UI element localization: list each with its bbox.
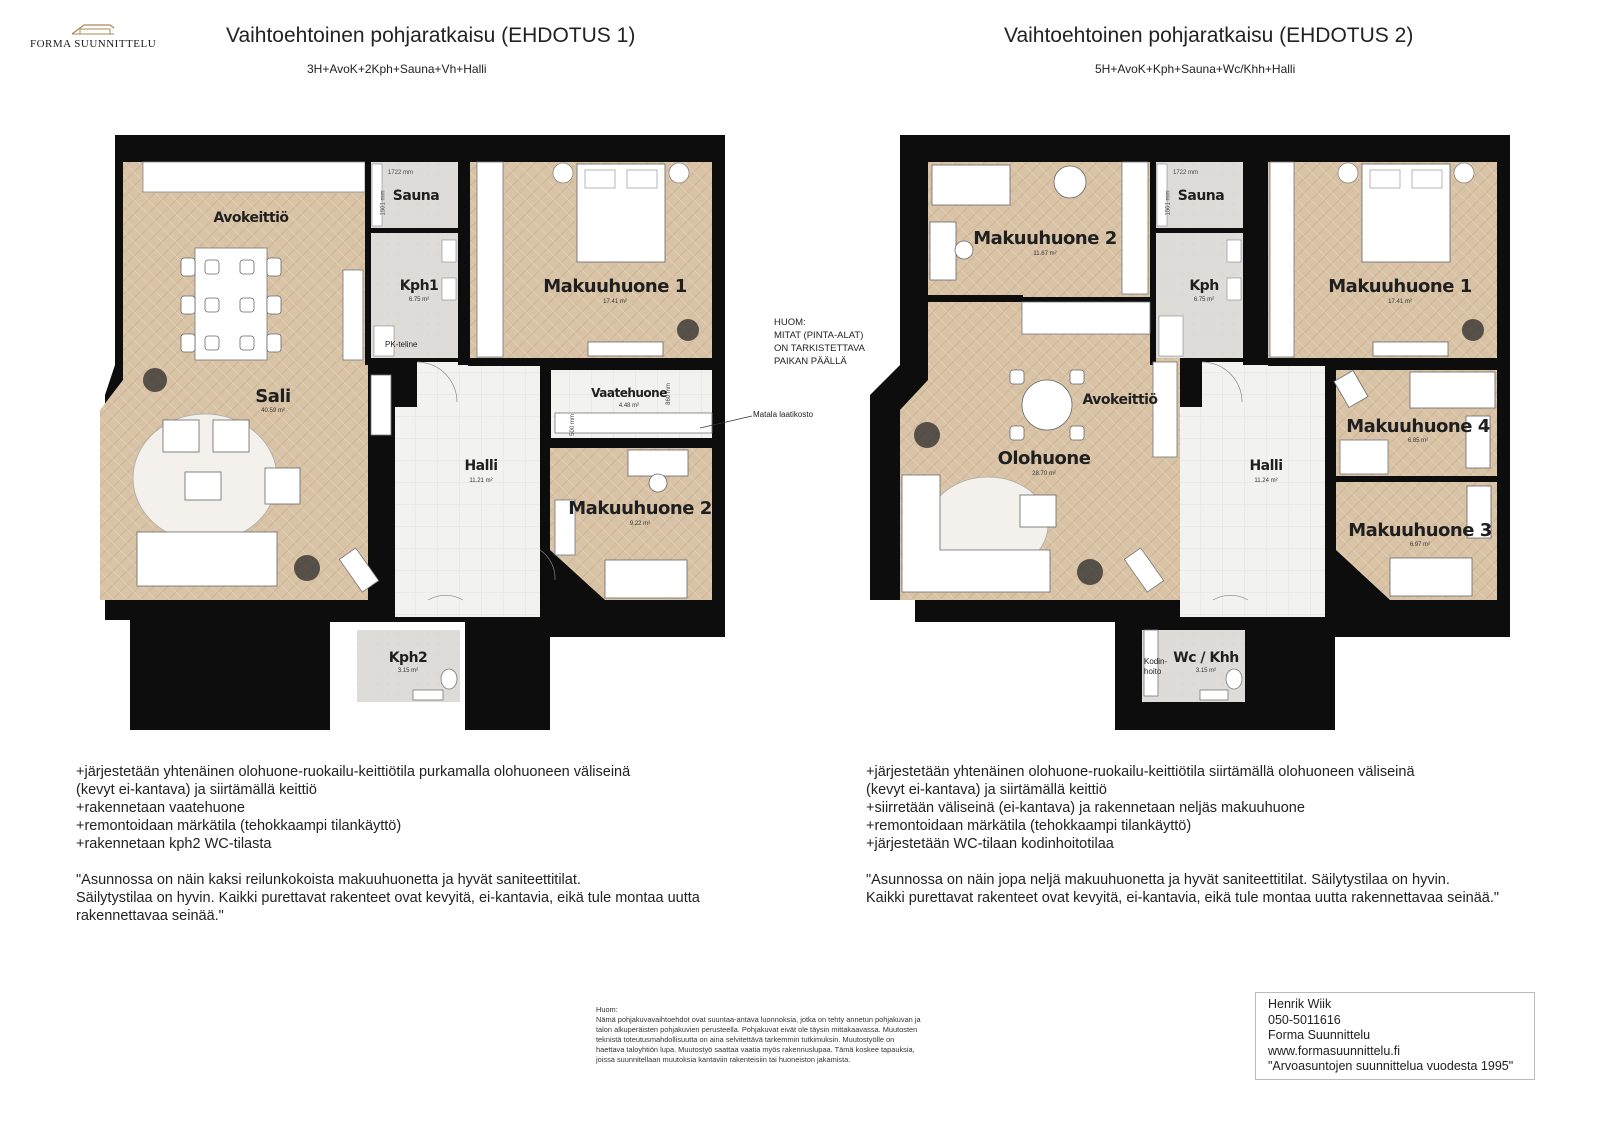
desk bbox=[628, 450, 688, 476]
single-bed bbox=[605, 560, 687, 598]
single-bed bbox=[1390, 558, 1472, 596]
desc-line: +rakennetaan kph2 WC-tilasta bbox=[76, 836, 272, 852]
room-label-halli: Halli bbox=[1249, 458, 1283, 474]
room-label-sali: Sali bbox=[255, 386, 291, 407]
plan2-description bbox=[866, 763, 1499, 907]
kph2-floor bbox=[357, 630, 460, 702]
dresser bbox=[588, 342, 663, 356]
kitchen-unit bbox=[1153, 362, 1177, 457]
room-area-sali: 40.59 m² bbox=[261, 408, 285, 414]
logo-text: FORMA SUUNNITTELU bbox=[30, 38, 157, 50]
dimension-sauna-height: 1501 mm bbox=[380, 190, 387, 216]
floor-plan-1 bbox=[85, 130, 725, 750]
note-line: ON TARKISTETTAVA bbox=[774, 343, 865, 354]
plant-icon bbox=[143, 368, 167, 392]
quote-line: rakennettavaa seinää." bbox=[76, 908, 224, 924]
plant-icon bbox=[1077, 559, 1103, 585]
single-bed bbox=[1410, 372, 1495, 408]
dimension-sauna-width: 1722 mm bbox=[388, 170, 414, 176]
single-bed bbox=[932, 165, 1010, 205]
room-area-mh2: 11.67 m² bbox=[1033, 251, 1057, 257]
room-area-mh2: 9.22 m² bbox=[629, 521, 651, 527]
room-label-olohuone: Olohuone bbox=[997, 448, 1091, 469]
disclaimer bbox=[596, 1005, 996, 1065]
contact-company: Forma Suunnittelu bbox=[1268, 1028, 1371, 1042]
room-label-vaatehuone: Vaatehuone bbox=[591, 386, 667, 400]
desc-line: (kevyt ei-kantava) ja siirtämällä keittiö bbox=[76, 782, 317, 798]
house-roof-icon bbox=[70, 22, 116, 36]
floor-plan-2 bbox=[870, 130, 1510, 750]
room-label-sauna: Sauna bbox=[392, 188, 440, 204]
desc-line: +rakennetaan vaatehuone bbox=[76, 800, 245, 816]
quote-line: Säilytystilaa on hyvin. Kaikki purettavat rakenteet ovat kevyitä, ei-kantavia, eikä tule montaa uutta bbox=[76, 890, 700, 906]
note-line: HUOM: bbox=[774, 317, 806, 328]
plant-icon bbox=[677, 319, 699, 341]
room-label-mh1: Makuuhuone 1 bbox=[543, 276, 687, 297]
company-logo bbox=[30, 22, 160, 52]
disclaimer-line: Huom: bbox=[596, 1005, 618, 1014]
contact-slogan: "Arvoasuntojen suunnittelua vuodesta 1995" bbox=[1268, 1059, 1514, 1073]
note-line: MITAT (PINTA-ALAT) bbox=[774, 330, 864, 341]
desk bbox=[930, 222, 956, 280]
desc-line: +järjestetään yhtenäinen olohuone-ruokailu-keittiötila purkamalla olohuoneen väliseinä bbox=[76, 764, 631, 780]
desc-line: +remontoidaan märkätila (tehokkaampi tilankäyttö) bbox=[76, 818, 402, 834]
wardrobe bbox=[1122, 162, 1148, 294]
room-label-wckhh: Wc / Khh bbox=[1173, 650, 1239, 666]
desc-line: +siirretään väliseinä (ei-kantava) ja rakennetaan neljäs makuuhuone bbox=[866, 800, 1305, 816]
dimension-sauna-width: 1722 mm bbox=[1173, 170, 1199, 176]
contact-website: www.formasuunnittelu.fi bbox=[1268, 1043, 1401, 1058]
room-label-avokeittio: Avokeittiö bbox=[213, 210, 289, 226]
room-label-kph: Kph bbox=[1189, 278, 1219, 294]
note-line: PAIKAN PÄÄLLÄ bbox=[774, 356, 847, 367]
disclaimer-line: haettava taloyhtiön lupa. Muutostyö saattaa vaatia myös rakennuslupaa. Tämä koskee tapauksia, bbox=[596, 1045, 915, 1054]
round-dining-table bbox=[1022, 380, 1072, 430]
room-area-vaatehuone: 4.48 m² bbox=[618, 403, 640, 409]
room-area-mh1: 17.41 m² bbox=[1388, 299, 1412, 305]
desc-line: +järjestetään WC-tilaan kodinhoitotilaa bbox=[866, 836, 1114, 852]
dimension-sauna-height: 1501 mm bbox=[1165, 190, 1172, 216]
disclaimer-line: Nämä pohjakuvavaihtoehdot ovat suuntaa-antava luonnoksia, jotka on tehty annetun pohjakuvan ja bbox=[596, 1015, 921, 1024]
dimension-vh-width: 500 mm bbox=[569, 414, 576, 436]
room-label-avokeittio: Avokeittiö bbox=[1082, 392, 1158, 408]
dimension-vh-height: 860 mm bbox=[665, 383, 672, 405]
room-label-mh1: Makuuhuone 1 bbox=[1328, 276, 1472, 297]
armchair bbox=[265, 468, 300, 504]
room-label-mh2: Makuuhuone 2 bbox=[568, 498, 712, 519]
room-area-kph1: 6.75 m² bbox=[408, 297, 430, 303]
sofa bbox=[137, 532, 277, 586]
desc-line: +järjestetään yhtenäinen olohuone-ruokailu-keittiötila siirtämällä olohuoneen väliseinä bbox=[866, 764, 1415, 780]
room-label-mh2: Makuuhuone 2 bbox=[973, 228, 1117, 249]
sideboard bbox=[371, 375, 391, 435]
wardrobe bbox=[1340, 440, 1388, 474]
room-label-kph1: Kph1 bbox=[399, 278, 439, 294]
armchair bbox=[213, 420, 249, 452]
room-label-kph2: Kph2 bbox=[388, 650, 428, 666]
disclaimer-line: talon alkuperäisten pohjakuvien perusteella. Pohjakuvat eivät ole täysin mittakaavassa. Muutosten bbox=[596, 1025, 918, 1034]
room-area-mh1: 17.41 m² bbox=[603, 299, 627, 305]
kodinhoito-label-2: hoito bbox=[1144, 667, 1162, 676]
plan1-description bbox=[76, 763, 700, 925]
plan2-subtitle: 5H+AvoK+Kph+Sauna+Wc/Khh+Halli bbox=[1095, 62, 1296, 76]
armchair bbox=[163, 420, 199, 452]
plant-icon bbox=[294, 555, 320, 581]
wardrobe bbox=[1270, 162, 1294, 357]
coffee-table bbox=[185, 472, 221, 500]
dresser bbox=[1373, 342, 1448, 356]
quote-line: Kaikki purettavat rakenteet ovat kevyitä, ei-kantavia, eikä tule montaa uutta rakennettavaa seinää." bbox=[866, 890, 1500, 906]
contact-name: Henrik Wiik bbox=[1268, 997, 1332, 1011]
wardrobe bbox=[477, 162, 503, 357]
plan1-title: Vaihtoehtoinen pohjaratkaisu (EHDOTUS 1) bbox=[226, 24, 636, 47]
low-drawer-unit bbox=[555, 413, 712, 433]
kodinhoito-label-1: Kodin- bbox=[1144, 657, 1168, 666]
plant-icon bbox=[1462, 319, 1484, 341]
room-area-mh3: 6.97 m² bbox=[1409, 542, 1431, 548]
quote-line: "Asunnossa on näin kaksi reilunkokoista makuuhuonetta ja hyvät saniteettitilat. bbox=[76, 872, 581, 888]
room-area-wckhh: 3.15 m² bbox=[1195, 668, 1217, 674]
room-area-halli: 11.21 m² bbox=[469, 478, 493, 484]
contact-box bbox=[1255, 992, 1535, 1080]
room-label-mh4: Makuuhuone 4 bbox=[1346, 416, 1490, 437]
room-area-kph: 6.75 m² bbox=[1193, 297, 1215, 303]
callout-matala-laatikosto: Matala laatikosto bbox=[753, 410, 814, 419]
plan2-title: Vaihtoehtoinen pohjaratkaisu (EHDOTUS 2) bbox=[1004, 24, 1414, 47]
contact-phone: 050-5011616 bbox=[1268, 1012, 1341, 1027]
room-area-kph2: 3.15 m² bbox=[397, 668, 419, 674]
disclaimer-line: joissa suunnitellaan muutoksia kantaviin rakenteisiin tai huoneiston jakamista. bbox=[596, 1055, 851, 1064]
kitchen-island bbox=[343, 270, 363, 360]
desc-line: +remontoidaan märkätila (tehokkaampi tilankäyttö) bbox=[866, 818, 1192, 834]
disclaimer-line: teknistä toteutusmahdollisuutta on aina selvitettävä tarkemmin tutkimuksin. Muutostyölle on bbox=[596, 1035, 895, 1044]
plant-icon bbox=[914, 422, 940, 448]
pk-teline-label: PK-teline bbox=[385, 340, 418, 349]
quote-line: "Asunnossa on näin jopa neljä makuuhuonetta ja hyvät saniteettitilat. Säilytystilaa on hyvin. bbox=[866, 872, 1450, 888]
room-label-mh3: Makuuhuone 3 bbox=[1348, 520, 1492, 541]
desc-line: (kevyt ei-kantava) ja siirtämällä keittiö bbox=[866, 782, 1107, 798]
kitchen-counter bbox=[143, 162, 365, 192]
room-area-halli: 11.24 m² bbox=[1254, 478, 1278, 484]
kitchen-counter bbox=[1022, 302, 1150, 334]
room-area-mh4: 6.85 m² bbox=[1407, 438, 1429, 444]
room-area-olohuone: 28.70 m² bbox=[1032, 471, 1056, 477]
dimension-note bbox=[774, 316, 865, 368]
plan1-subtitle: 3H+AvoK+2Kph+Sauna+Vh+Halli bbox=[307, 62, 487, 76]
room-label-sauna: Sauna bbox=[1177, 188, 1225, 204]
armchair bbox=[1020, 495, 1056, 527]
armchair-round bbox=[1054, 166, 1086, 198]
room-label-halli: Halli bbox=[464, 458, 498, 474]
